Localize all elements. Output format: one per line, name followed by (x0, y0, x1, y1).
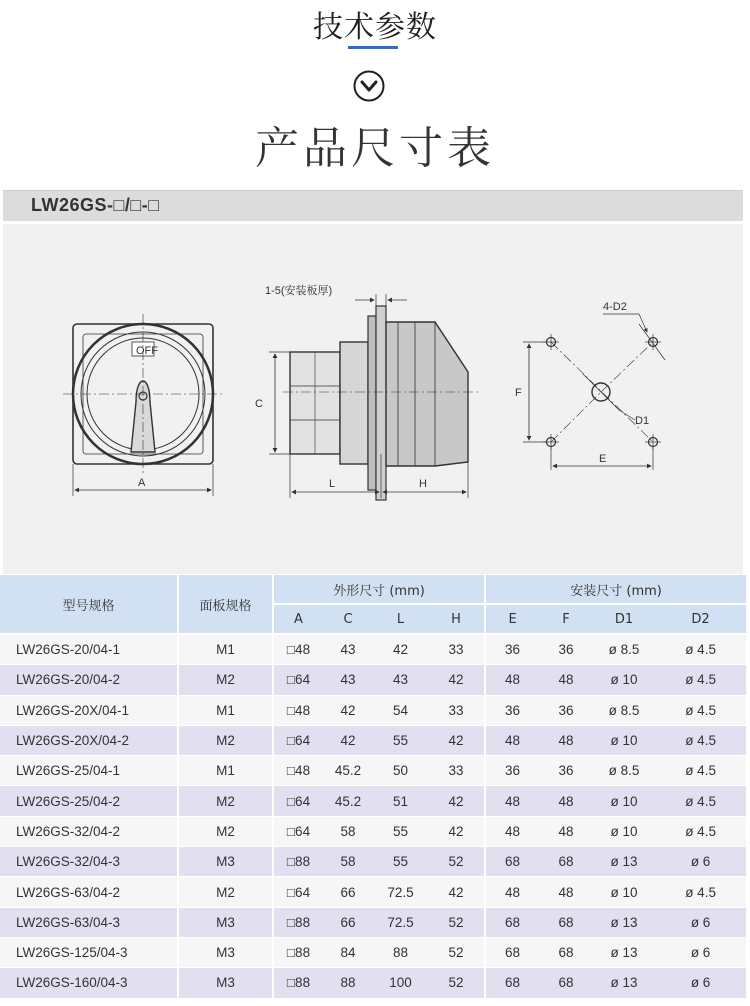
cell-a: □88 (273, 968, 323, 998)
cell-a: □64 (273, 725, 323, 755)
cell-panel: M2 (178, 665, 273, 695)
cell-a: □88 (273, 937, 323, 967)
cell-f: 68 (539, 968, 593, 998)
cell-f: 48 (539, 725, 593, 755)
cell-model: LW26GS-20X/04-2 (0, 725, 178, 755)
dimension-table (0, 575, 746, 999)
table-row (0, 756, 746, 786)
col-header-d2: D2 (655, 604, 746, 634)
cell-e: 48 (485, 786, 539, 816)
col-header-a: A (273, 604, 323, 634)
table-row (0, 665, 746, 695)
dim-f-label: F (515, 387, 522, 399)
cell-e: 36 (485, 695, 539, 725)
cell-panel: M1 (178, 756, 273, 786)
cell-d1: ø 10 (593, 725, 655, 755)
cell-l: 72.5 (373, 877, 428, 907)
cell-d1: ø 8.5 (593, 634, 655, 665)
cell-d2: ø 4.5 (655, 786, 746, 816)
cell-e: 48 (485, 816, 539, 846)
cell-f: 36 (539, 634, 593, 665)
cell-d1: ø 10 (593, 786, 655, 816)
cell-c: 45.2 (323, 756, 373, 786)
cell-model: LW26GS-25/04-1 (0, 756, 178, 786)
cell-d2: ø 6 (655, 937, 746, 967)
table-row (0, 907, 746, 937)
cell-d2: ø 4.5 (655, 725, 746, 755)
front-view (63, 314, 223, 496)
header-panel: 面板规格 (178, 575, 273, 634)
cell-h: 42 (428, 877, 485, 907)
col-header-c: C (323, 604, 373, 634)
cell-c: 66 (323, 877, 373, 907)
model-bar (3, 190, 743, 221)
dim-c-label: C (255, 398, 263, 410)
cell-d1: ø 8.5 (593, 695, 655, 725)
cell-model: LW26GS-125/04-3 (0, 937, 178, 967)
chevron-down-icon (352, 69, 386, 103)
cell-d1: ø 10 (593, 877, 655, 907)
dim-l-label: L (329, 478, 336, 490)
cell-l: 51 (373, 786, 428, 816)
cell-h: 42 (428, 786, 485, 816)
cell-f: 68 (539, 937, 593, 967)
cell-c: 42 (323, 695, 373, 725)
table-row (0, 786, 746, 816)
table-row (0, 725, 746, 755)
cell-l: 88 (373, 937, 428, 967)
cell-c: 84 (323, 937, 373, 967)
cell-model: LW26GS-32/04-2 (0, 816, 178, 846)
col-header-d1: D1 (593, 604, 655, 634)
cell-l: 43 (373, 665, 428, 695)
cell-f: 48 (539, 786, 593, 816)
cell-a: □64 (273, 665, 323, 695)
cell-f: 48 (539, 665, 593, 695)
cell-d2: ø 6 (655, 907, 746, 937)
cell-d1: ø 13 (593, 937, 655, 967)
cell-d1: ø 8.5 (593, 756, 655, 786)
cell-model: LW26GS-63/04-2 (0, 877, 178, 907)
cell-e: 36 (485, 634, 539, 665)
cell-panel: M2 (178, 786, 273, 816)
table-row (0, 816, 746, 846)
cell-c: 43 (323, 634, 373, 665)
cell-model: LW26GS-20X/04-1 (0, 695, 178, 725)
cell-model: LW26GS-63/04-3 (0, 907, 178, 937)
cell-h: 52 (428, 847, 485, 877)
cell-h: 42 (428, 665, 485, 695)
cell-h: 42 (428, 725, 485, 755)
off-label: OFF (136, 345, 158, 357)
dim-h-label: H (419, 478, 427, 490)
cell-panel: M2 (178, 877, 273, 907)
cell-a: □88 (273, 907, 323, 937)
cell-d1: ø 13 (593, 907, 655, 937)
col-header-f: F (539, 604, 593, 634)
cell-a: □48 (273, 695, 323, 725)
cell-panel: M3 (178, 907, 273, 937)
cell-model: LW26GS-32/04-3 (0, 847, 178, 877)
cell-panel: M3 (178, 968, 273, 998)
col-header-l: L (373, 604, 428, 634)
hole-4d2-label: 4-D2 (603, 301, 627, 313)
header-model: 型号规格 (0, 575, 178, 634)
cell-l: 50 (373, 756, 428, 786)
cell-d2: ø 6 (655, 968, 746, 998)
dim-e-label: E (599, 453, 607, 465)
cell-panel: M2 (178, 816, 273, 846)
plate-thickness-label: 1-5(安装板厚) (265, 285, 333, 297)
cell-d2: ø 4.5 (655, 756, 746, 786)
cell-a: □64 (273, 877, 323, 907)
cell-c: 88 (323, 968, 373, 998)
cell-d1: ø 13 (593, 968, 655, 998)
cell-c: 43 (323, 665, 373, 695)
model-code: LW26GS-□/□-□ (31, 195, 160, 215)
cell-a: □48 (273, 756, 323, 786)
cell-f: 36 (539, 695, 593, 725)
cell-h: 42 (428, 816, 485, 846)
table-row (0, 937, 746, 967)
section-heading: 技术参数 (313, 10, 437, 45)
cell-l: 72.5 (373, 907, 428, 937)
col-header-h: H (428, 604, 485, 634)
cell-c: 66 (323, 907, 373, 937)
cell-panel: M1 (178, 695, 273, 725)
cell-d2: ø 4.5 (655, 634, 746, 665)
cell-f: 68 (539, 847, 593, 877)
page-title: 产品尺寸表 (255, 123, 495, 174)
dimension-drawing (3, 224, 743, 574)
cell-h: 33 (428, 756, 485, 786)
cell-panel: M1 (178, 634, 273, 665)
cell-e: 68 (485, 847, 539, 877)
cell-c: 45.2 (323, 786, 373, 816)
table-row (0, 847, 746, 877)
cell-l: 55 (373, 816, 428, 846)
cell-a: □64 (273, 816, 323, 846)
cell-d2: ø 4.5 (655, 695, 746, 725)
cell-model: LW26GS-20/04-2 (0, 665, 178, 695)
dim-a-label: A (138, 477, 146, 489)
cell-l: 55 (373, 847, 428, 877)
cell-d2: ø 4.5 (655, 665, 746, 695)
header-outer-dimensions: 外形尺寸 (mm) (273, 575, 485, 604)
cell-f: 48 (539, 877, 593, 907)
cell-h: 52 (428, 907, 485, 937)
cell-e: 48 (485, 877, 539, 907)
cell-f: 36 (539, 756, 593, 786)
cell-d1: ø 10 (593, 665, 655, 695)
cell-model: LW26GS-25/04-2 (0, 786, 178, 816)
heading-underline (348, 46, 398, 49)
cell-e: 68 (485, 907, 539, 937)
cell-d1: ø 10 (593, 816, 655, 846)
cell-h: 52 (428, 937, 485, 967)
cell-l: 100 (373, 968, 428, 998)
cell-a: □48 (273, 634, 323, 665)
cell-e: 48 (485, 665, 539, 695)
cell-d2: ø 6 (655, 847, 746, 877)
cell-h: 33 (428, 634, 485, 665)
cell-e: 48 (485, 725, 539, 755)
mounting-pattern (523, 314, 665, 470)
cell-a: □88 (273, 847, 323, 877)
cell-d1: ø 13 (593, 847, 655, 877)
cell-panel: M2 (178, 725, 273, 755)
cell-e: 36 (485, 756, 539, 786)
cell-c: 42 (323, 725, 373, 755)
table-row (0, 877, 746, 907)
cell-c: 58 (323, 816, 373, 846)
cell-f: 48 (539, 816, 593, 846)
cell-e: 68 (485, 937, 539, 967)
cell-panel: M3 (178, 937, 273, 967)
table-row (0, 634, 746, 665)
hole-d1-label: D1 (635, 415, 650, 427)
cell-c: 58 (323, 847, 373, 877)
cell-d2: ø 4.5 (655, 877, 746, 907)
cell-e: 68 (485, 968, 539, 998)
col-header-e: E (485, 604, 539, 634)
cell-model: LW26GS-20/04-1 (0, 634, 178, 665)
table-row (0, 968, 746, 998)
cell-model: LW26GS-160/04-3 (0, 968, 178, 998)
side-view (269, 294, 478, 500)
cell-a: □64 (273, 786, 323, 816)
cell-d2: ø 4.5 (655, 816, 746, 846)
cell-l: 42 (373, 634, 428, 665)
cell-f: 68 (539, 907, 593, 937)
cell-l: 55 (373, 725, 428, 755)
header-mount-dimensions: 安装尺寸 (mm) (485, 575, 746, 604)
cell-h: 52 (428, 968, 485, 998)
table-row (0, 695, 746, 725)
cell-panel: M3 (178, 847, 273, 877)
cell-l: 54 (373, 695, 428, 725)
cell-h: 33 (428, 695, 485, 725)
